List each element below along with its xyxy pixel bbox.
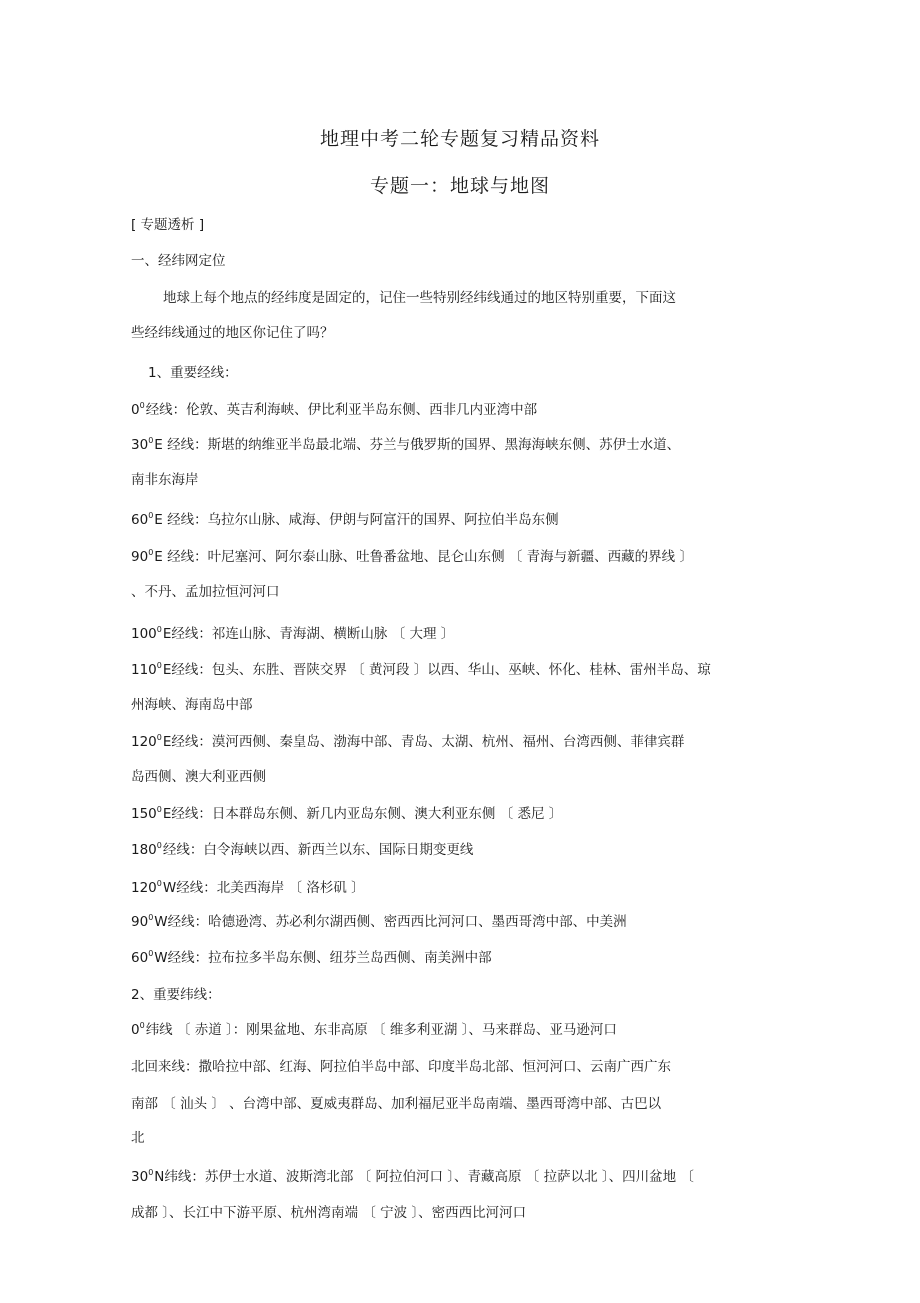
meridian-degree: 120 [131, 880, 157, 896]
meridian-line [131, 949, 492, 967]
hemisphere-letter: W [162, 880, 177, 896]
hemisphere-letter: E [154, 549, 163, 565]
meridian-line [131, 805, 562, 823]
hemisphere-letter: W [154, 950, 168, 966]
meridian-degree: 150 [131, 806, 157, 822]
meridian-description: 经线：伦敦、英吉利海峡、伊比利亚半岛东侧、西非几内亚湾中部 [145, 402, 538, 418]
degree-symbol: 0 [156, 879, 162, 888]
parallel-description: 纬线 〔 赤道 〕：刚果盆地、东非高原 〔 维多利亚湖 〕、马来群岛、亚马逊河口 [145, 1022, 617, 1038]
meridian-description: 经线：日本群岛东侧、新几内亚岛东侧、澳大利亚东侧 〔 悉尼 〕 [171, 806, 563, 822]
meridian-line [131, 696, 253, 714]
meridian-line [131, 548, 693, 566]
meridian-description: 经线：叶尼塞河、阿尔泰山脉、吐鲁番盆地、昆仑山东侧 〔 青海与新疆、西藏的界线 〕 [162, 549, 693, 565]
meridian-degree: 0 [131, 402, 140, 418]
meridian-line [131, 401, 537, 419]
degree-symbol: 0 [148, 436, 154, 445]
parallel-description: 成都 〕、长江中下游平原、杭州湾南端 〔 宁波 〕、密西西比河河口 [131, 1205, 527, 1221]
parallel-degree: 30 [131, 1169, 149, 1185]
meridian-line [131, 733, 684, 751]
meridian-description: 经线：祁连山脉、青海湖、横断山脉 〔 大理 〕 [171, 626, 455, 642]
meridian-degree: 90 [131, 549, 149, 565]
meridian-line [131, 583, 280, 601]
degree-symbol: 0 [156, 805, 162, 814]
meridian-line [131, 625, 454, 643]
meridian-description: 经线：乌拉尔山脉、咸海、伊朗与阿富汗的国界、阿拉伯半岛东侧 [162, 512, 559, 528]
degree-symbol: 0 [139, 1021, 145, 1030]
meridian-line [131, 768, 266, 786]
meridian-degree: 60 [131, 950, 149, 966]
intro-paragraph-line-1: 地球上每个地点的经纬度是固定的，记住一些特别经纬线通过的地区特别重要，下面这 [163, 290, 676, 306]
parallel-line [131, 1168, 694, 1186]
hemisphere-letter: E [154, 437, 163, 453]
degree-symbol: 0 [148, 949, 154, 958]
meridian-description: 、不丹、孟加拉恒河河口 [131, 584, 280, 600]
meridian-description: 经线：哈德逊湾、苏必利尔湖西侧、密西西比河河口、墨西哥湾中部、中美洲 [167, 914, 627, 930]
degree-symbol: 0 [148, 511, 154, 520]
meridian-degree: 100 [131, 626, 157, 642]
hemisphere-letter: N [154, 1169, 165, 1185]
meridian-description: 岛西侧、澳大利亚西侧 [131, 769, 266, 785]
meridian-description: 州海峡、海南岛中部 [131, 697, 253, 713]
parallel-heading: 2、重要纬线： [131, 987, 221, 1003]
parallel-line [131, 1021, 617, 1039]
parallel-description: 纬线：苏伊士水道、波斯湾北部 〔 阿拉伯河口 〕、青藏高原 〔 拉萨以北 〕、四川盆地 〔 [164, 1169, 694, 1185]
document-title: 地理中考二轮专题复习精品资料 [319, 128, 600, 150]
meridian-description: 经线：包头、东胜、晋陕交界 〔 黄河段 〕以西、华山、巫峡、怀化、桂林、雷州半岛、琼 [171, 662, 711, 678]
meridian-line [131, 661, 711, 679]
hemisphere-letter: E [162, 806, 172, 822]
meridian-line [131, 879, 365, 897]
document-subtitle: 专题一：地球与地图 [369, 175, 550, 197]
heading-latlong-grid: 一、经纬网定位 [131, 253, 226, 269]
parallel-degree: 0 [131, 1022, 140, 1038]
meridian-line [131, 436, 680, 454]
meridian-heading: 1、重要经线： [148, 365, 238, 381]
meridian-degree: 120 [131, 734, 157, 750]
hemisphere-letter: E [162, 662, 172, 678]
meridian-description: 经线：北美西海岸 〔 洛杉矶 〕 [176, 880, 365, 896]
degree-symbol: 0 [156, 841, 162, 850]
hemisphere-letter: W [154, 914, 168, 930]
meridian-description: 经线：漠河西侧、秦皇岛、渤海中部、青岛、太湖、杭州、福州、台湾西侧、菲律宾群 [171, 734, 685, 750]
degree-symbol: 0 [148, 1168, 154, 1177]
meridian-degree: 90 [131, 914, 149, 930]
parallel-description: 北 [131, 1130, 145, 1146]
meridian-line [131, 913, 627, 931]
hemisphere-letter: E [162, 734, 172, 750]
meridian-degree: 110 [131, 662, 157, 678]
meridian-line [131, 511, 559, 529]
meridian-description: 经线：白令海峡以西、新西兰以东、国际日期变更线 [162, 842, 474, 858]
parallel-line [131, 1058, 671, 1076]
intro-paragraph-line-2: 些经纬线通过的地区你记住了吗？ [131, 325, 334, 341]
meridian-degree: 30 [131, 437, 149, 453]
hemisphere-letter: E [154, 512, 163, 528]
degree-symbol: 0 [148, 913, 154, 922]
meridian-degree: 180 [131, 842, 157, 858]
section-label: [ 专题透析 ] [131, 217, 205, 233]
hemisphere-letter: E [162, 626, 172, 642]
degree-symbol: 0 [156, 733, 162, 742]
parallel-line [131, 1129, 145, 1147]
meridian-description: 经线：斯堪的纳维亚半岛最北端、芬兰与俄罗斯的国界、黑海海峡东侧、苏伊士水道、 [162, 437, 681, 453]
degree-symbol: 0 [148, 548, 154, 557]
parallel-line [131, 1204, 526, 1222]
meridian-description: 经线：拉布拉多半岛东侧、纽芬兰岛西侧、南美洲中部 [167, 950, 492, 966]
parallel-description: 北回来线：撒哈拉中部、红海、阿拉伯半岛中部、印度半岛北部、恒河河口、云南广西广东 [131, 1059, 671, 1075]
meridian-line [131, 841, 473, 859]
meridian-line [131, 471, 199, 489]
degree-symbol: 0 [156, 661, 162, 670]
meridian-description: 南非东海岸 [131, 472, 199, 488]
parallel-description: 南部 〔 汕头 〕 、台湾中部、夏威夷群岛、加利福尼亚半岛南端、墨西哥湾中部、古巴以 [131, 1096, 662, 1112]
degree-symbol: 0 [139, 401, 145, 410]
meridian-degree: 60 [131, 512, 149, 528]
degree-symbol: 0 [156, 625, 162, 634]
parallel-line [131, 1095, 661, 1113]
